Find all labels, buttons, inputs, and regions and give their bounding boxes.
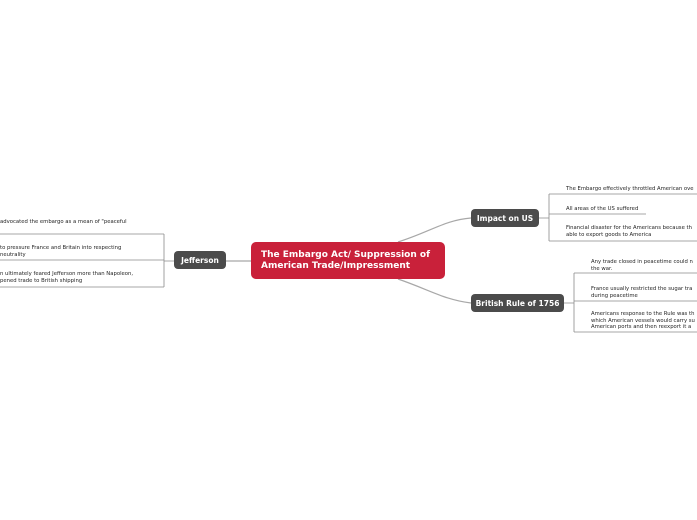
jefferson-item-1[interactable] (0, 219, 127, 226)
british-item-1-line1: Any trade closed in peacetime could n (591, 259, 693, 265)
impact-item-1-line1: The Embargo effectively throttled American ove (566, 186, 694, 192)
connector-jefferson-items (164, 234, 174, 287)
impact-item-2-line1: All areas of the US suffered (566, 206, 639, 212)
impact-label: Impact on US (476, 213, 534, 223)
connector-impact-items (539, 194, 549, 241)
impact-item-3-line2: able to export goods to America (566, 231, 652, 238)
impact-item-1[interactable] (566, 186, 694, 193)
impact-on-us-node[interactable] (471, 209, 539, 227)
jefferson-label: Jefferson (181, 255, 219, 265)
british-item-1-line2: the war. (591, 265, 613, 272)
jefferson-item-2-line2: neutrality (0, 251, 26, 258)
jefferson-item-3[interactable] (0, 271, 133, 284)
british-label: British Rule of 1756 (475, 298, 560, 308)
british-item-3-line3: American ports and then reexport it a (591, 324, 692, 331)
jefferson-item-3-line2: pened trade to British shipping (0, 277, 83, 284)
british-item-1[interactable] (591, 259, 693, 272)
connector-central-impact (398, 218, 471, 242)
jefferson-item-1-line1: advocated the embargo as a mean of "peaceful (0, 219, 127, 225)
impact-item-2[interactable] (566, 206, 638, 213)
jefferson-item-3-line1: n ultimately feared Jefferson more than Napoleon, (0, 271, 134, 277)
british-item-2[interactable] (591, 286, 692, 299)
jefferson-item-2[interactable] (0, 245, 121, 258)
british-item-2-line2: during peacetime (591, 292, 638, 299)
impact-item-3-line1: Financial disaster for the Americans because th (566, 225, 692, 231)
jefferson-item-2-line1: to pressure France and Britain into respecting (0, 245, 122, 251)
british-item-3-line1: Americans response to the Rule was th (591, 311, 695, 317)
jefferson-node[interactable] (174, 251, 226, 269)
connector-british-items (564, 273, 574, 332)
connector-central-british (398, 279, 471, 303)
british-rule-node[interactable] (471, 294, 564, 312)
british-item-2-line1: France usually restricted the sugar tra (591, 286, 693, 292)
impact-item-3[interactable] (566, 225, 692, 238)
central-title-line2: American Trade/Impressment (261, 260, 411, 271)
british-item-3-line2: which American vessels would carry su (591, 317, 695, 324)
british-item-3[interactable] (591, 311, 695, 331)
central-title-line1: The Embargo Act/ Suppression of (261, 249, 430, 260)
central-topic[interactable] (251, 242, 445, 279)
